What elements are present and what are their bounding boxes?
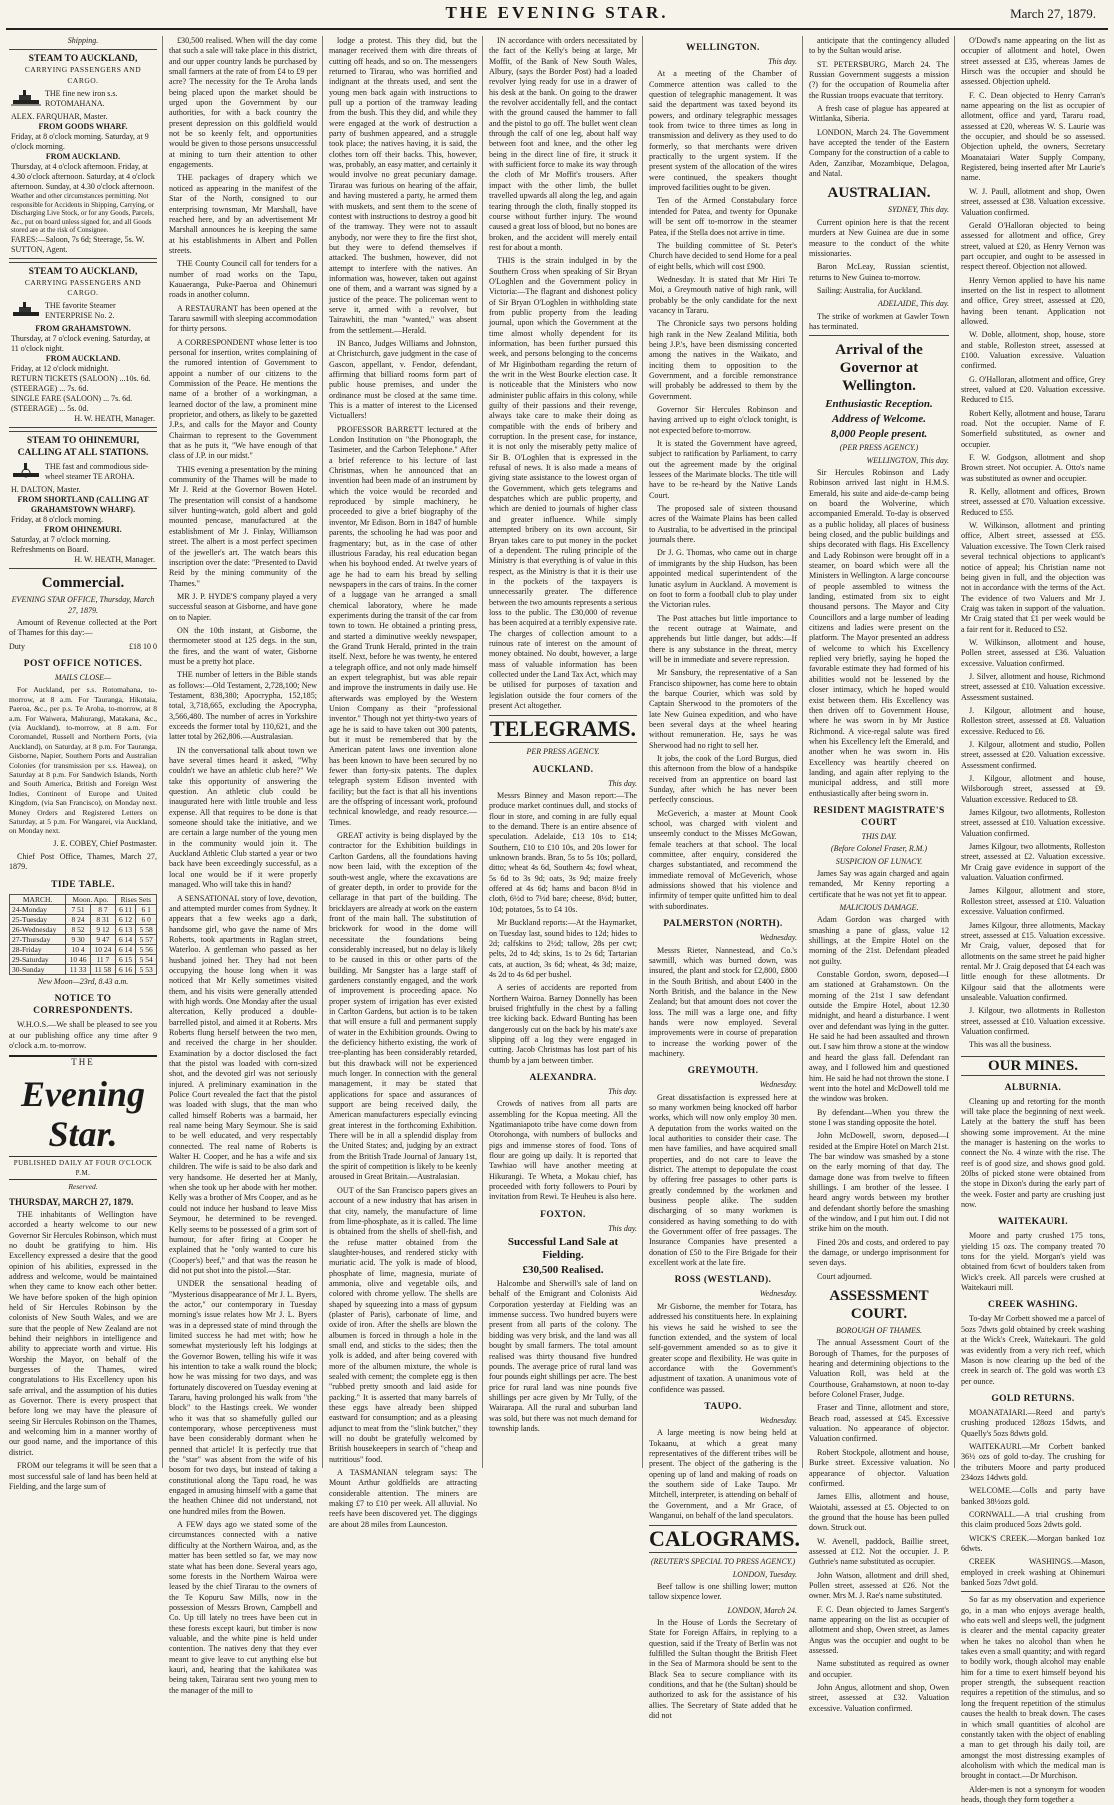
- column-rule: [954, 36, 955, 1468]
- telegram-text: Halcombe and Sherwill's sale of land on behalf of the Emigrant and Colonists Aid Corporation yesterday at Fielding was an immense success. Two hundred buyers were present from all parts of the colony. The bidding was very brisk, and the land was all bought by small farmers. The total amount realised was thirty thousand five hundred pounds. The average price of rural land was four pounds eight shillings per acre. The best price for rural land was nine pounds five shillings per acre given by Mr Tully, of the Wairarapa. All the rural and suburban land was sold, but there was not much demand for township lands.: [489, 1279, 637, 1433]
- telegram-text: The strike of workmen at Gawler Town has terminated.: [809, 311, 949, 331]
- tide-cell: 8 52: [66, 924, 91, 934]
- article-paragraph: THE packages of drapery which we noticed as appearing in the manifest of the Star of the North, consigned to our enterprising townsman, Mr Marshall, have reached here, and by an advertisement Mr Marshall announces he is keeping the same at his establishments in Albert and Pollen streets.: [169, 173, 317, 255]
- tide-cell: 5 58: [136, 924, 157, 934]
- telegram-text: The Post attaches but little importance to the recent outrage at Waimate, and apprehends but little danger, but adds:—If there is any substance in the threat, mercy will be in immediate and severe repression.: [649, 613, 797, 664]
- column-rule: [482, 36, 483, 1468]
- tide-cell: 9 30: [66, 934, 91, 944]
- ship-name: THE fine new iron s.s. ROTOMAHANA.: [45, 89, 118, 109]
- telegram-text: Ten of the Armed Constabulary force intended for Patea, and twenty for Opunake will be sent off to-morrow in the steamer Patea, if the Stella does not arrive in time.: [649, 196, 797, 237]
- gold-return: CREEK WASHINGS.—Mason, employed in creek washing at Ohinemuri banked 5ozs 7dwt gold.: [961, 1557, 1105, 1588]
- tide-row: [10, 964, 157, 974]
- assessment-entry: J. Silver, allotment and house, Richmond street, assessed at £10. Valuation excessive. Assessment sustained.: [961, 671, 1105, 702]
- dateline: Wednesday.: [759, 1415, 797, 1425]
- ad-title: STEAM TO AUCKLAND,: [28, 266, 138, 277]
- dateline: This day.: [608, 778, 637, 788]
- post-office-sub: MAILS CLOSE—: [54, 672, 112, 682]
- duty-label: Duty: [9, 641, 25, 651]
- departure-times: Friday, at 8 o'clock morning. Saturday, at 9 o'clock morning.: [11, 132, 149, 152]
- assessment-entry: Robert Stockpole, allotment and house, Burke street. Excessive valuation. No appearance of objector. Valuation confirmed.: [809, 1447, 949, 1488]
- telegram-text: Messrs Rieter, Nannestead, and Co.'s sawmill, which was burned down, was insured, the plant and stock for £2,800, £800 in the South British, and about £400 in the North British, and the balance in the New Zealand; but that amount does not cover the loss. The mill was a large one, and fifty hands were now employed. Several improvements were in course of preparation to increase the working power of the machinery.: [649, 945, 797, 1058]
- return-times: Friday, at 12 o'clock midnight.: [11, 364, 109, 374]
- issue-date: March 27, 1879.: [1010, 6, 1096, 21]
- assessment-entry: J. Kilgour, allotment and house, Wilsborough street, assessed at £9. Valuation excessive. Reduced to £8.: [961, 774, 1105, 804]
- tide-cell: 11 33: [66, 964, 91, 974]
- telegram-text: A series of accidents are reported from Northern Wairoa. Barney Donnelly has been bruised frightfully in the chest by a falling tree kicking back. Edward Bunting has been dangerously cut on the back by his mate's axe slipping off a log they were engaged in cutting. Jacob Christmas has lost part of his thumb by a jam between timber.: [489, 983, 638, 1065]
- calogram-text: LONDON, March 24. The Government have accepted the tender of the Eastern Company for the construction of a cable to Aden, Zanzibar, Mozambique, Delagoa, and Natal.: [809, 127, 949, 179]
- column-6: [804, 36, 954, 1713]
- column-4: [484, 36, 642, 1468]
- article-paragraph: IN accordance with orders necessitated by the fact of the Kelly's being at large, Mr Moffit, of the Bank of New South Wales, Albury, (says the Border Post) had a loaded revolver lying ready for use in a drawer of his desk at the bank. On going to the drawer the revolver accidentally fell, and the contact with the ground caused the hammer to fall and the pistol to go off. The bullet went clean through the calf of one leg, about half way between foot and knee, and the other leg being in the direct line of fire, it struck it with sufficient force to make its way through the cloth of Mr Moffit's trousers. After impact with the other limb, the bullet travelled upwards all along the leg, and again tearing through the cloth, finally stopped its course without further injury. The wound caused a great loss of blood, but no bones are broken, and the accident will merely entail rest for about a month.: [489, 36, 637, 252]
- ad-title: STEAM TO OHINEMURI, CALLING AT ALL STATIONS.: [17, 436, 149, 459]
- departure-times: Friday, at 8 o'clock morning.: [11, 515, 104, 525]
- tide-cell: 10 4: [66, 944, 91, 954]
- article-paragraph: A RESTAURANT has been opened at the Tararu sawmill with sleeping accommodation for thirty persons.: [169, 303, 317, 334]
- masthead-reserved: Reserved.: [68, 1182, 98, 1192]
- assessment-entry: W. Wilkinson, allotment and printing office, Albert street, assessed at £55. Valuation excessive. The Town Clerk raised several technical objections to applicant's notice of appeal; his Christian name not being given in full, and the objection was not in accordance with the terms of the Act. The evidence of two Valuers and Mr J. Craig was taken in support of the valuation. Mr Craig stated that £1 per week would be a fair rent for it. Reduced to £52.: [961, 521, 1105, 634]
- tide-cell: 29-Saturday: [10, 954, 66, 964]
- ad-subtitle: CARRYING PASSENGERS AND CARGO.: [24, 277, 142, 297]
- telegram-text: Mr Buckland reports:—At the Haymarket, on Tuesday last, sound bides to 12d; hides to 2d; calfskins to 2½d; tallow, 28s per cwt; pelts, 2d to 4d; skins, 1s to 2s 6d; Tartarian cats, at auction, 3s 6d; wheat, 4s 3d; maize, 4s 2d to 4s 6d per bushel.: [489, 918, 637, 979]
- assessment-entry: W. J. Paull, allotment and shop, Owen street, assessed at £38. Valuation excessive. Valuation confirmed.: [961, 186, 1105, 217]
- tide-cell: 6 1: [136, 904, 157, 914]
- tide-cell: 6 12: [115, 914, 136, 924]
- article-paragraph: ON the 10th instant, at Gisborne, the thermometer stood at 125 degs. in the sun, the fires, and the want of water, Gisborne must be a pretty hot place.: [169, 625, 317, 666]
- article-paragraph: Alder-men is not a synonym for wooden heads, though they form together a: [961, 1784, 1105, 1804]
- arrival-subhead: 8,000 People present.: [830, 428, 928, 441]
- ad-note: Weather and other circumstances permitting. Not responsible for Accidents in Shipping, Carrying, or Discharging Live Stock, or for any Goods, Parcels, &c., put on board unless signed for, and all Goods stored are at the risk of Consignee.: [11, 192, 155, 235]
- column-5: [644, 36, 802, 1721]
- gold-return: CORNWALL.—A trial crushing from this claim produced 5ozs 2dwts gold.: [961, 1509, 1105, 1530]
- mine-text: To-day Mr Corbett showed me a parcel of 5ozs 7dwts gold obtained by creek washing at the Wick's Creek, Waitekauri. The gold was evidently from a very rich reef, which Mason is now clearing up the bed of the creek in search of. The gold was worth £3 per ounce.: [961, 1314, 1105, 1386]
- court-sub: THIS DAY.: [861, 831, 897, 841]
- assessment-entry: J. Kilgour, allotment and house, Rolleston street, assessed at £8. Valuation excessive. Reduced to £6.: [961, 705, 1105, 736]
- ship-name: THE fast and commodious side-wheel steamer TE AROHA.: [45, 462, 149, 482]
- assessment-entry: W. Wilkinson, allotment and house, Pollen street, assessed at £36. Valuation excessive. Valuation confirmed.: [961, 637, 1105, 668]
- mine-text: Cleaning up and retorting for the month will take place the beginning of next week. Lately at the battery the stuff has been showing some improvement. At the mine the manager is hastening on the works to connect the No. 4 winze with the rise. The reef is of good size, and shows good gold. 20lbs of picked stone were obtained from the stope in Dixon's during the early part of the week. Foster and party are crushing just now.: [961, 1096, 1105, 1210]
- steamship-icon: [11, 301, 41, 319]
- tide-cell: 9 47: [90, 934, 115, 944]
- wellington-telegrams: [649, 69, 797, 912]
- telegram-text: Wednesday. It is stated that Mr Hiri Te Moi, a Greymouth native of high rank, will probably be the only candidate for the next vacancy in Tararu.: [649, 274, 797, 315]
- tide-cell: 5 53: [136, 964, 157, 974]
- calogram-text: In the House of Lords the Secretary of State for Foreign Affairs, in replying to a question, said if the Treaty of Berlin was not fulfilled the Sultan thought the British Fleet in the Sea of Marmora should be sent to the Black Sea to secure compliance with its conditions, and that he (the Sultan) should be authorized to ask for the assistance of his allies. The Secretary of State added that he did not: [649, 1618, 797, 1721]
- dateline: ADELAIDE, This day.: [877, 299, 949, 309]
- tide-cell: 5 56: [136, 944, 157, 954]
- assessment-entry: J. Kilgour, allotment and studio, Pollen street, assessed at £20. Valuation excessive. Assessment confirmed.: [961, 740, 1105, 770]
- leader-paragraph: THE inhabitants of Wellington have accorded a hearty welcome to our new Governor Sir Hercules Robinson, which must no doubt be gratifying to him. His Excellency expressed a desire that the good opinion of his abilities, expressed in the address and welcome, would be maintained when they came to know each other better. We have before spoken of the high opinion held of Sir Hercules Robinson by the colonists of New South Wales, and we are sure that the people of New Zealand are not behind their neighbors in intelligence and ability to appreciate worth and virtue. His Worship the Mayor, on behalf of the burgesses of the Thames, wired congratulations to His Excellency upon his safe arrival, and the assumption of his duties as Governor. There is every prospect that before long we may have the pleasure of seeing Sir Hercules Robinson on the Thames, and welcoming him in a manner worthy of our good name, and the importance of this district.: [9, 1209, 157, 1457]
- article-paragraph: £30,500 realised. When will the day come that such a sale will take place in this district, and our upper country lands be purchased by small farmers at the rate of from £4 to £9 per acre? The necessity for the Te Aroha lands being placed upon the market should be urged upon the Government by our authorities, for with a back country the present depression on this goldfield would not be so keenly felt, and opportunities would be given to those persons unsuccessful at mining to turn their attention to other engagements.: [169, 36, 317, 170]
- tide-cell: 24-Monday: [10, 904, 66, 914]
- tide-row: [10, 934, 157, 944]
- calograms-heading: CALOGRAMS.: [649, 1526, 800, 1552]
- ad-steam-ohinemuri: [9, 431, 157, 569]
- article-paragraph: OUT of the San Francisco papers gives an account of a new industry that has arisen in that city, namely, the manufacture of lime from lime-phosphate, as it is called. The lime is obtained from the shells of shell-fish, and the refuse matter obtained from the slaughter-houses, and rendered sticky with muriatic acid. The yolk is made of blood, phosphate of lime, magnesia, muriate of ammonia, olive and vegetable oils, and colored with chrome yellow. The shells are shaped by squeezing into a mass of gypsum (plaster of Paris), carbonate of lime, and oxide of iron. After the shells are blown the albumen is forced in through a hole in the small end, and sticks to the sides; then the yolk is added, and after being covered with more of the albumen mixture, the whole is sealed with cement; the complete egg is then "rubbed pretty smooth and laid aside for packing." It is asserted that many barrels of these eggs have already been shipped eastward for consumption; and as a pleasing adjunct to meat from the "slink butcher," they will no doubt be gratefully welcomed by British housekeepers in search of "cheap and nutritious" food.: [329, 1185, 477, 1464]
- ship-name: THE favorite Steamer ENTERPRISE No. 2.: [45, 301, 116, 321]
- article-paragraph: IN Banco, Judges Williams and Johnston, at Christchurch, gave judgment in the case of Gascon, appellant, v. Fendor, defendant, affirming that billiard rooms form part of public house premises, and under the ordinance must be closed at the same time. This is a matter of interest to the Licensed Victuallers!: [329, 338, 477, 421]
- article-paragraph: THIS evening a presentation by the mining community of the Thames will be made to Mr J. Reid at the Governor Bowen Hotel. The presentation will consist of a handsome silver hunting-watch, gold albert and gold mounted pencase, manufactured at the establishment of Mr J. Finlay, Williamson street. The albert is a most perfect specimen of the jeweller's art. The watch bears this inscription over the date: "Presented to David Reid by the mining community of the Thames.": [169, 464, 317, 588]
- column-2: [164, 36, 322, 1695]
- telegram-text: Mr Gisborne, the member for Totara, has addressed his constituents here. In explaining his views he said he wished to see the function extended, and the system of local self-government amended so as to give it greater scope and flexibility. He was quite in accordance with the Government's adjustment of taxation. A unanimous vote of confidence was passed.: [649, 1301, 797, 1394]
- moon-phase: New Moon—23rd, 8.43 a.m.: [37, 976, 129, 986]
- dateline: Wednesday.: [759, 933, 797, 943]
- telegram-text: Crowds of natives from all parts are assembling for the Kopua meeting. All the Ngatimaniapoto tribe have come down from Otorohonga, with numbers of bullocks and pigs and immense stores of food. Tons of flour are going up daily. It is reported that Tawhiao will have another meeting at Hikurangi. Te Wheta, a Mokau chief, has proceeded with forty followers to Pouri by invitation from Rewi. Te Heuheu is also here.: [489, 1099, 637, 1202]
- article-paragraph: A CORRESPONDENT whose letter is too personal for insertion, writes complaining of the rumored intention of Government to appoint a number of our citizens to the Commission of the Peace. He mentions the name of a brother of a workingman, a learned doctor of the law, a prominent mine proprietor, and others, as likely to be gazetted J.P.s, and calls for the Mayor and County Chairman to represent to the Government that as he puts it, "We have enough of that class of J.P. in our midst.": [169, 337, 317, 461]
- tide-row: [10, 904, 157, 914]
- arrival-agency: (PER PRESS AGENCY.): [839, 443, 919, 453]
- assessment-entry: The annual Assessment Court of the Borough of Thames, for the purposes of hearing and determining objections to the Valuation Roll, was held at the Courthouse, Grahamstown, at noon to-day before Colonel Fraser, Judge.: [809, 1338, 949, 1400]
- dateline: This day.: [608, 1223, 637, 1233]
- assessment-entry: James Kilgour, two allotments, Rolleston street, assessed at £10. Valuation excessive. Valuation confirmed.: [961, 808, 1105, 838]
- assessment-entry: John Watson, allotment and drill shed, Pollen street, assessed at £26. Not the owner. Mrs M. J. Rae's name substituted.: [809, 1570, 949, 1601]
- masthead-date: THURSDAY, MARCH 27, 1879.: [9, 1196, 134, 1207]
- tide-cell: 10 46: [66, 954, 91, 964]
- tide-table-heading: TIDE TABLE.: [51, 879, 115, 890]
- commercial-text: Amount of Revenue collected at the Port of Thames for this day:—: [9, 617, 157, 638]
- tide-cell: 26-Wednesday: [10, 924, 66, 934]
- telegram-text: Messrs Binney and Mason report:—The produce market continues dull, and stocks of flour in store, and coming in are fully equal to the demand. There is an entire absence of speculation. Adelaide, £13 10s to £14; Southern, £10 to £10 10s, and 20s lower for unknown brands. Bran, 5s to 5s 10s; pollard, ditto; wheat 4s 6d, Southern 4s; fowl wheat, 5s 6d to 3s 9d; oats, 3s 9d; maize freely offered at 4s 6d; hams and bacon 8½d in cloth, 6½d to 7½d bare; cheese, 8½d; butter, 10d; potatoes, 5s to £4 10s.: [489, 791, 637, 914]
- single-fares: SINGLE FARE (SALOON) ... 7s. 6d. (STEERAGE) ... 5s. 0d.: [11, 394, 133, 414]
- telegram-text: Great dissatisfaction is expressed here at so many workmen being knocked off harbor works, which will now only employ 30 men. A deputation from the works waited on the local authorities to consider their case. The men have families, and have acquired small properties, and do not care to leave the district. The attempt to depopulate the coast by offering free passages to other parts is greatly condemned by the workmen and business people alike. The sudden discharging of so many workmen is considered as having something to do with the Government offer of free passages. The Insurance Companies have presented a donation of £50 to the Fire Brigade for their excellent work at the late fire.: [649, 1092, 797, 1268]
- article-paragraph: UNDER the sensational heading of "Mysterious disappearance of Mr J. L. Byers, the actor," our contemporary in Tuesday morning's issue relates how Mr J. L. Byers was in a depressed state of mind through the limited success he had met with; how he somewhat mysteriously left his lodgings at the Governor Bowen, telling his wife it was his intention to take a walk round the block; how he was missing for two days, and was fortunately discovered on Tuesday evening at Tararu, having prolonged his walk from "the block" to the Hastings creek. We wonder who it was that so shamefully gulled our contemporary, whose perceptiveness must have been considerably dormant when he penned that article! It is perfectly true that the "star" was absent from the wife of his bosom for two days, but instead of taking a constitutional along the Tapu road, he was engaged in amusing himself with a game that the heathen Chinee did not understand, not one hundred miles from the Bowen.: [169, 1279, 317, 1516]
- tide-cell: 8 31: [90, 914, 115, 924]
- mine-text: Moore and party crushed 175 tons, yielding 15 ozs. The company treated 70 tons for the yield. Morgan's yield was obtained from 6cwt of boulders taken from Wick's creek. All parcels were crushed at Waitekauri mill.: [961, 1231, 1105, 1293]
- assessment-entry: W. Doble, allotment, shop, house, store and stable, Rolleston street, assessed at £100. Valuation excessive. Valuation confirmed.: [961, 330, 1105, 371]
- commercial-heading: Commercial.: [41, 575, 125, 592]
- assessment-entry: James Kilgour, allotment and store, Rolleston street, assessed at £10. Valuation excessive. Valuation confirmed.: [961, 886, 1105, 917]
- article-paragraph: A FEW days ago we stated some of the circumstances connected with a native difficulty at the Northern Wairoa, and, as the matter has been settled so far, we may now state what has been done. Several years ago, some forests in the Northern Wairoa were leased by the chief Tirarau to the owners of the Te Kopuru Saw Mills, now in the possession of Messrs Brown, Campbell and Co. Up till lately no trees have been cut in these forests except kauri, but timber is now valuable, and the white pine is held under contention. The natives deny that they ever meant to give leave to cut anything else but kauri, and, hearing that the kahikatea was being taken, Tairarau sent two young men to the manager of the mill to: [169, 1520, 317, 1695]
- dateline: LONDON, Tuesday.: [732, 1569, 797, 1579]
- ship-master: ALEX. FARQUHAR, Master.: [11, 112, 108, 122]
- running-title: THE EVENING STAR.: [445, 3, 669, 22]
- tide-cell: 6 14: [115, 944, 136, 954]
- dateline-place: TAUPO.: [704, 1401, 742, 1412]
- tide-column-header: MARCH.: [10, 894, 66, 904]
- arrival-subhead: Enthusiastic Reception.: [825, 398, 933, 411]
- case-text: Fined 20s and costs, and ordered to pay the damage, or undergo imprisonment for seven days.: [809, 1237, 949, 1268]
- assessment-entry: Robert Kelly, allotment and house, Tararu road. Not the occupier. Name of F. Somerfield substituted, as owner and occupier.: [961, 408, 1105, 449]
- telegram-text: At a meeting of the Chamber of Commerce attention was called to the question of telegraphic management. It was said the department was taxed beyond its powers, and ordinary telegraphic messages took from twice to three times as long in transmission and delivery as they used to do formerly, so that merchants were driven practically to the urgent system. If the present system of the allocation of the wires were continued, the speakers thought improved facilities ought to be given.: [649, 69, 797, 193]
- land-sale-amount: £30,500 Realised.: [522, 1264, 604, 1277]
- gold-return: WELCOME.—Colls and party have banked 38½ozs gold.: [961, 1486, 1105, 1506]
- assessment-entry: John Angus, allotment and shop, Owen street, assessed at £32. Valuation excessive. Valuation confirmed.: [809, 1683, 949, 1713]
- article-paragraph: THE number of letters in the Bible stands as follows:—Old Testament, 2,728,100; New Testament, 838,380; Apocrypha, 152,185; total, 3,718,665, excluding the Apocrypha, 3,566,480. The number of acres in Yorkshire exceeds the former total by 110,621, and the latter total by 262,806.—Australasian.: [169, 670, 317, 742]
- assessment-entry: James Kilgour, two allotments, Rolleston street, assessed at £2. Valuation excessive. Mr Craig gave evidence in support of the valuation. Valuation confirmed.: [961, 842, 1105, 883]
- correspondents-text: W.H.O.S.—We shall be pleased to see you at our publishing office any time after 9 o'clock a.m. to-morrow.: [9, 1020, 157, 1050]
- telegram-text: McGeverich, a master at Mount Cook school, was charged with violent and unseemly conduct to the Misses McGowan, female teachers at that school. The local committee, after enquiry, considered the charges substantiated, and recommend the immediate removal of McGeverich, whose admissions showed that his violence and infirmity of temper quite unfitted him to deal with subordinates.: [649, 808, 797, 911]
- tide-cell: 30-Sunday: [10, 964, 66, 974]
- gold-return: WAITEKAURI.—Mr Corbett banked 36½ ozs of gold to-day. The crushing for the tributers Moore and party produced 234ozs 14dwts gold.: [961, 1441, 1105, 1482]
- article-paragraph: A SENSATIONAL story of love, devotion, and attempted murder comes from Sydney. It appears that a few weeks ago a dark, handsome girl, who gave the name of Mrs Roberts, took apartments in Raglan street, Waterloo. A gentleman who passed as her husband joined her. They had not been occupying the house long when it was noticed that Mr Kelly sometimes visited them, and his visits were generally attended with high words. One Monday after the usual altercation, Kelly produced a double-barrelled pistol, and aimed it at Roberts. Mrs Roberts flung herself between the two men, and received the charge in her shoulder. Examination by a doctor disclosed the fact that the pistol was loaded with corn-sized shot, and the devoted girl was not seriously injured. A preliminary examination in the Police Court revealed the fact that the pistol was loaded with slugs, that the man who called himself Roberts was a barmaid, her real name being Mary Seymour. She is said to be well educated, and very respectably connected. The real name of Roberts is Walter H. Cooper, and he has a wife and six children. The wife is said to be also dark and very handsome. He deserted her at Manly, when she took up her abode with her mother. Kelly was a brother of Mrs Cooper, and as he could not induce her husband to leave Miss Seymour, he determined to be revenged. Kelly seems to be possessed of a grim sort of humour, for after firing at Cooper he explained that he "only wanted to cure his (Cooper's) beef," and that was the reason he did not put shot into the pistol.—Star.: [169, 893, 317, 1275]
- gold-return: WICK'S CREEK.—Morgan banked 1oz 6dwts.: [961, 1533, 1105, 1553]
- tide-column-header: Moon. Apo.: [66, 894, 116, 904]
- duty-row: [9, 642, 157, 652]
- tide-cell: 8 7: [90, 904, 115, 914]
- tide-table: [9, 894, 157, 975]
- column-rule: [162, 36, 163, 1468]
- article-paragraph: A TASMANIAN telegram says: The Mount Arthur goldfields are attracting considerable attention. The miners are making £7 to £10 per week. All alluvial. No reefs have been discovered yet. The diggings are about 28 miles from Launceston.: [329, 1468, 477, 1529]
- telegram-text: A large meeting is now being held at Tokaanu, at which a great many representatives of the different tribes will be present. The object of the gathering is the opening up of land and making of roads on the southern side of Lake Taupo. Mr Mitchell, interpreter, is attending on behalf of the Government, and a Mr Grace, of Wanganui, on behalf of the land speculators.: [649, 1428, 797, 1520]
- return-label: FROM AUCKLAND.: [45, 152, 121, 162]
- ad-agent: H. W. HEATH, Manager.: [74, 414, 155, 424]
- tide-cell: 6 11: [115, 904, 136, 914]
- article-paragraph: lodge a protest. This they did, but the manager received them with dire threats of cutting off heads, and so on. The messengers returned to Tirarau, who was horrified and indignant at the threats used, and sent the young men back again with instructions to pull up a portion of the tramway leading from the bush. This they did, and while they were engaged at the work of destruction a party of bushmen appeared, and a struggle took place; the natives having, it is said, the clothes torn off their backs. This, however, was, probably, an easy matter, and certainly it would involve no great pecuniary damage. Tirarau was furious on hearing of the affair, and having mustered a party, he armed them with muskets, and sent them to the scene of contest with instructions to destroy a good bit of the tramway. They were not to assault anybody, nor were they to fire the first shot, but they were to defend themselves if attacked. The bushmen, however, did not attempt to interfere with the natives. An information was, however, taken out against one of them, and a warrant was signed by a justice of the peace. The policeman went to serve it, armed with a revolver, but Tairawhiti, the man "wanted," was absent from the settlement.—Herald.: [329, 36, 477, 335]
- tide-row: [10, 954, 157, 964]
- dateline: WELLINGTON, This day.: [866, 455, 949, 465]
- calograms-continued: [809, 36, 949, 179]
- tide-cell: 5 54: [136, 954, 157, 964]
- column-rule: [642, 36, 643, 1468]
- assessment-entry: F. C. Dean objected to James Sargent's name appearing on the list as occupier of allotment and shop, Owen street, as James Angus was the occupier and ought to be assessed.: [809, 1604, 949, 1655]
- tide-cell: 11 7: [90, 954, 115, 964]
- article-paragraph: THIS is the strain indulged in by the Southern Cross when speaking of Sir Bryan O'Loghlen and the Government policy in Victoria:—The flagrant and dishonest policy of Sir Bryan O'Loghlen in withholding state from public property from the leading journal, upon which the Government at the time almost wholly dependent for its information, has been further pursued this week, and persons belonging to the concerns of Mr Higinbotham regarding the return of the writ in the West Bourke election case. It is noticeable that the Ministers who now administer public affairs in this colony, while guilty of their passions and their revenge, always take care to make their doing as compatible with the ends of bribery and corruption. In the present case, for instance, it is not only the miserably petty malice of Sir B. O'Loghlen that is expressed in the refusal of news. It is also made a means of giving state assistance to the lowest organ of the Government, which gets telegrams and despatches which are public property, and which are denied to journals of higher class and greater influence. While simply attempted bribery on its own account, Sir Bryan takes care to put money in the pocket of a dependent. The ruling principle of the Ministry is that everything is of value in this respect, as the Ministry is that it is their use in the pockets of the taxpayers is unnecessarily greater. The difference between the two amounts represents a serious loss to the public. The £30,000 of revenue has been acquired at a terribly expensive rate. The charges of collection amount to a ruinous rate of interest on the amount of money obtained. No doubt, however, a large mass of valuable information has been collected under the Land Tax Act, which may be utilised for purposes of taxation and legislation outside the four corners of the present Act altogether.: [489, 256, 637, 710]
- ad-fares: FARES:—Saloon, 7s 6d; Steerage, 5s. W. SUTTON, Agent.: [11, 234, 145, 254]
- article-paragraph: MR J. P. HYDE'S company played a very successful season at Gisborne, and have gone on to Napier.: [169, 591, 317, 622]
- telegram-text: It jobs, the cook of the Lord Burgus, died this afternoon from the blow of a handspike received from an apprentice on board last Sunday, after which he has never been perfectly conscious.: [649, 754, 797, 805]
- dateline-place: WELLINGTON.: [686, 43, 760, 53]
- tide-cell: 6 15: [115, 954, 136, 964]
- dateline: LONDON, March 24.: [727, 1605, 797, 1615]
- departure-label: FROM GRAHAMSTOWN.: [35, 324, 131, 334]
- dateline-place: AUCKLAND.: [532, 764, 594, 775]
- paddle-steamer-icon: [11, 462, 41, 480]
- tide-cell: 6 0: [136, 914, 157, 924]
- post-office-heading: POST OFFICE NOTICES.: [23, 658, 143, 669]
- mine-heading: WAITEKAURI.: [997, 1217, 1069, 1228]
- tide-cell: 8 24: [66, 914, 91, 924]
- assessment-entry: Henry Vernon applied to have his name inserted on the list in respect to allotment and office, Grey street, assessed at £20, having been tenant. Application not allowed.: [961, 275, 1105, 326]
- column-3: [324, 36, 482, 1529]
- arrival-subhead: Address of Welcome.: [832, 413, 926, 426]
- land-sale-heading: Successful Land Sale at Fielding.: [507, 1236, 619, 1262]
- dateline: This day.: [608, 1086, 637, 1096]
- departure-label: FROM GOODS WHARF.: [38, 122, 128, 132]
- assessment-entry: James Ellis, allotment and house, Waiotahi, assessed at £5. Objected to on the ground that the house has been pulled down. Struck out.: [809, 1492, 949, 1533]
- assessment-sub: BOROUGH OF THAMES.: [836, 1326, 922, 1336]
- case-text: Constable Gordon, sworn, deposed—I am stationed at Grahamstown. On the morning of the 21st I saw defendant outside the Empire Hotel, about 12.30 midnight, and heard a disturbance. I went over and defendant was lying in the gutter. He said he had been assaulted and thrown out. I saw him throw a stone at the window and heard the glass fall. Defendant ran away, and I followed him and questioned him. He said he had not thrown the stone. I went into the hotel and McDowell told me the window was broken.: [809, 970, 949, 1104]
- assessment-entry: Gerald O'Halloran objected to being assessed for allotment and office, Grey street, valued at £20, as Henry Vernon was part occupier, and ought to be assessed in respect thereof. Objection not allowed.: [961, 220, 1105, 272]
- gold-returns-heading: GOLD RETURNS.: [991, 1393, 1075, 1404]
- ad-steam-auckland-enterprise: [9, 262, 157, 429]
- dateline: SYDNEY, This day.: [887, 205, 949, 215]
- australian-heading: AUSTRALIAN.: [827, 185, 931, 202]
- case-text: James Say was again charged and again remanded, Mr Kenny reporting a certificate that he was not yet fit to appear.: [809, 868, 949, 899]
- assessment-entry: Fraser and Tinne, allotment and store, Beach road, assessed at £45. Excessive valuation. No appearance of objector. Valuation confirmed.: [809, 1403, 949, 1444]
- dateline-place: FOXTON.: [540, 1209, 586, 1220]
- case-heading: SUSPICION OF LUNACY.: [835, 856, 923, 866]
- correspondents-heading: NOTICE TO CORRESPONDENTS.: [33, 994, 133, 1017]
- assessment-continued: [961, 36, 1105, 1051]
- case-text: John McDowell, sworn, deposed—I resided at the Empire Hotel on March 21st. The bar window was smashed by a stone on the early morning of that day. The damage done was from twelve to fifteen shillings. I am brother of the lessee. I heard angry words between my brother and defendant shortly before the smashing of the window, and I put him out. I did not strike him on the mouth.: [809, 1131, 949, 1234]
- assessment-entry: J. Kilgour, two allotments in Rolleston street, assessed at £10. Valuation excessive. Valuation confirmed.: [961, 1006, 1105, 1036]
- assessment-heading: ASSESSMENT COURT.: [829, 1288, 929, 1323]
- assessment-entry: W. Avenell, paddock, Baillie street, assessed at £12. Not the occupier. J. P. Guthrie's name substituted as occupier.: [809, 1536, 949, 1567]
- telegram-text: The building committee of St. Peter's Church have decided to send Home for a peal of eight bells, which will cost £900.: [649, 240, 797, 271]
- tide-column-header: Rises Sets: [115, 894, 156, 904]
- tide-cell: 11 58: [90, 964, 115, 974]
- article-paragraph: So far as my observation and experience go, in a man who enjoys average health, who eats well and sleeps well, the judgment is clearer and the mental capacity greater when he takes no alcohol than when he takes even a small quantity; and with regard to bodily work, though alcohol may enable him for a time to exert himself beyond his proper strength, the subsequent reaction requires a repetition of the stimulus, and so long the frequent repetition of the stimulus causes the health to break down. The cases in which small quantities of alcohol are constantly taken with the object of enabling a man to get through his daily toil, are amongst the most distressing examples of alcoholism with which the medical man is brought in contact.—Dr Murchison.: [961, 1595, 1105, 1781]
- commercial-office: EVENING STAR OFFICE, Thursday, March 27, 1879.: [11, 595, 155, 615]
- telegrams-heading: TELEGRAMS.: [489, 716, 637, 742]
- tide-row: [10, 944, 157, 954]
- return-times: Saturday, at 7 o'clock morning.: [11, 535, 111, 545]
- case-heading: MALICIOUS DAMAGE.: [839, 903, 919, 912]
- tide-cell: 10 24: [90, 944, 115, 954]
- duty-value: £18 10 0: [129, 641, 157, 651]
- dateline-place: GREYMOUTH.: [687, 1066, 759, 1077]
- telegram-text: Baron McLeay, Russian scientist, returns to New Guinea to-morrow.: [809, 262, 949, 282]
- ad-title: STEAM TO AUCKLAND,: [28, 54, 138, 65]
- court-sub: (Before Colonel Fraser, R.M.): [830, 844, 928, 854]
- dateline-place: PALMERSTON (NORTH).: [663, 919, 783, 930]
- article-paragraph: PROFESSOR BARRETT lectured at the London Institution on "the Phonograph, the Tasimeter, and the Carbon Telephone." After a brief reference to his lecture of last Christmas, when he announced that an invention had been made of an instrument by which the voice would be recorded and reproduced by simple machinery, he proceeded to give a brief biography of the inventor, Mr Edison. Born in 1847 of humble parents, the schooling he had was poor and fragmentary; but, as in the case of other illustrious Faraday, his real education began when his boyhood ended. At twelve years of age he had to earn his bread by selling newspapers in the cars of trains. In the corner of a luggage van he arranged a small chemical laboratory, where he made experiments during the transit of the car from town to town. He obtained a printing press, and started a diminutive weekly newspaper, the Grand Trunk Herald, printed in the train itself. Next, before he was twenty, he entered a telegraph office, and not only made himself an expert telegraphist, but was able repair and improve the instruments in daily use. He afterwards was employed by the Western Union Company as their "professional inventor." Though not yet thirty-two years of age he is said to have taken out 300 patents, but it must be remembered that by the American patent laws one invention alone has been known to have been secured by no fewer than forty-six patents. The duplex telegraph system Edison invented with facility; but the fact is that all his inventions are the offspring of incessant work, profound technical knowledge, and ready resource.—Times.: [329, 424, 477, 827]
- column-rule: [322, 36, 323, 1468]
- shipping-label: Shipping.: [67, 36, 99, 45]
- arrival-text: Sir Hercules Robinson and Lady Robinson arrived last night in H.M.S. Emerald, his suite and aide-de-camp being on board the Wolverine, which accompanied Emerald. To-day is observed as a public holiday, all places of business being closed, and the public buildings and ships decorated with flags. His Excellency and Lady Robinson were brought off in a steamer, on board which were all the Ministers in Wellington. A large concourse of people assembled to witness the landing, estimated from six to eight thousand persons. The Mayor and City Councillors and a large number of leading citizens and ladies were present on the platform. The Mayor presented an address of welcome to which his Excellency replied very briefly, saying he hoped the favorable estimate they had formed of his abilities would not be lessened by the closer intimacy, which he hoped would exist between them. His Excellency was then driven off to Government House, where he was sworn in by Mr Justice Richmond. A vice-regal salute was fired when his Excellency left the Emerald, and another when he was sworn in. His Excellency was heartily cheered on landing, and again after replying to the municipal address, and still more enthusiastically after being sworn in.: [809, 467, 949, 798]
- dateline: Wednesday.: [759, 1289, 797, 1299]
- leader-paragraph: FROM our telegrams it will be seen that a most successful sale of land has been held at Fielding, and the large sum of: [9, 1461, 157, 1491]
- assessment-entry: R. Kelly, allotment and offices, Brown street, assessed at £70. Valuation excessive. Reduced to £55.: [961, 487, 1105, 517]
- calogram-text: anticipate that the contingency alluded to by the Sultan would arise.: [809, 36, 949, 56]
- column-1: [4, 36, 162, 1491]
- ad-steam-auckland-rotomahana: [9, 49, 157, 258]
- telegram-text: Sailing: Australia, for Auckland.: [817, 285, 922, 295]
- calograms-sub: (REUTER'S SPECIAL TO PRESS AGENCY.): [650, 1557, 796, 1567]
- telegram-text: Mr Sansbury, the representative of a San Francisco shipowner, has come here to obtain the barque Courier, which was sold by Captain Sherwood to the promoters of the late New Guinea expedition, and who have been several days at the wheel hearing without remuneration. He, says he was Sherwood had no right to sell her.: [649, 668, 797, 750]
- telegram-text: The Chronicle says two persons holding high rank in the New Zealand Militia, both being J.P.'s, have been dismissing concerted among the natives in the Waikato, and inciting them to opposition to the Government, and a forcible remonstrance will probably be addressed to them by the Government.: [649, 319, 797, 401]
- ad-subtitle: CARRYING PASSENGERS AND CARGO.: [24, 65, 142, 85]
- masthead-title: Evening Star.: [20, 1073, 145, 1154]
- running-header: [6, 0, 1108, 30]
- telegram-text: It is stated the Government have agreed, subject to ratification by Parliament, to carry out the agreement made by the original lessees of the Marimate blocks. The title will have to be re-heard by the Native Lands Court.: [649, 439, 797, 500]
- assessment-text: [809, 1338, 949, 1714]
- assessment-entry: This was all the business.: [969, 1040, 1052, 1050]
- tide-cell: 6 14: [115, 934, 136, 944]
- mine-heading: CREEK WASHING.: [988, 1300, 1078, 1311]
- post-office-footer: Chief Post Office, Thames, March 27, 1879.: [9, 852, 157, 872]
- return-label: FROM OHINEMURI.: [44, 525, 122, 535]
- case-text: By defendant—When you threw the stone I was standing opposite the hotel.: [809, 1107, 949, 1127]
- mine-heading: ALBURNIA.: [1004, 1082, 1062, 1093]
- tide-cell: 25-Tuesday: [10, 914, 66, 924]
- tide-cell: 5 57: [136, 934, 157, 944]
- assessment-entry: F. C. Dean objected to Henry Carran's name appearing on the list as occupier of allotment, office and yard, Tararu road, assessed at £20, whereas W. S. Laurie was the occupier, and should be so assessed. Objection upheld, the owners, Secretary Moanataiari Water Supply Company, Registered, being inserted after Mr Laurie's name.: [961, 90, 1105, 183]
- departure-label: FROM SHORTLAND (CALLING AT GRAHAMSTOWN WHARF).: [17, 495, 149, 515]
- assessment-entry: F. W. Godgson, allotment and shop Brown street. Not occupier. A. Otto's name was substituted as owner and occupier.: [961, 453, 1105, 483]
- telegrams-agency: PER PRESS AGENCY.: [526, 747, 600, 757]
- mines-heading: OUR MINES.: [961, 1056, 1105, 1076]
- case-text: Court adjourned.: [817, 1271, 872, 1281]
- tide-cell: 6 16: [115, 964, 136, 974]
- post-office-text: For Auckland, per s.s. Rotomahana, to-morrow, at 8 a.m. For Tauranga, Hikutaia, Paeroa, &c., per p.s. Te Aroha, to-morrow, at 8 a.m. For Waiwera, Mahurangi, Matakana, &c., (via Auckland), to-morrow, at 8 a.m. For Coromandel, Russell and Northern Ports, (via Auckland), on Saturday, at 8 p.m. For Tauranga, Gisborne, Napier, Southern Ports and Australian Colonies (for transmission per s.s. Hawea), on Saturday at 8 p.m. For Sandwich Islands, North and South America, British and Foreign West Indies, Continent of Europe and United Kingdom, (via San Francisco), on Monday next. Money Orders and Registered Letters on Saturday, at 5 p.m. For Wangarei, via Auckland, on Monday next.: [9, 685, 157, 836]
- calogram-text: A fresh case of plague has appeared at Wittlanka, Siberia.: [809, 104, 949, 124]
- assessment-entry: Name substituted as required as owner and occupier.: [809, 1659, 949, 1679]
- tide-cell: 28-Friday: [10, 944, 66, 954]
- assessment-entry: O'Dowd's name appearing on the list as occupier of allotment and hotel, Owen street assessed at £35, whereas James de Hirsch was the occupier and should be assessed. Objection upheld.: [961, 36, 1105, 87]
- return-times: Thursday, at 4 o'clock afternoon. Friday, at 4.30 o'clock afternoon. Saturday, at 4 o'clock afternoon. Sunday, at 4.30 o'clock afternoon.: [11, 162, 155, 192]
- tide-cell: 9 12: [90, 924, 115, 934]
- return-fares: RETURN TICKETS (SALOON) ...10s. 6d. (STEERAGE) ... 7s. 6d.: [11, 374, 151, 394]
- tide-row: [10, 914, 157, 924]
- column-7: [956, 36, 1110, 1804]
- steamship-icon: [11, 89, 41, 107]
- dateline: This day.: [768, 57, 797, 66]
- telegram-text: Dr J. G. Thomas, who came out in charge of immigrants by the ship Hudson, has been appointed medical superintendent of the lunatic asylum in Auckland. A movement is on foot to form a football club to play under the Victorian rules.: [649, 548, 797, 610]
- case-text: Adam Gordon was charged with smashing a pane of glass, value 12 shillings, at the Empire Hotel on the morning of the 21st. Defendant pleaded not guilty.: [809, 915, 949, 966]
- telegram-text: The proposed sale of sixteen thousand acres of the Waimate Plains has been called to Australia, to be advertised in the principal journals there.: [649, 504, 797, 545]
- ad-refreshments: Refreshments on Board.: [11, 545, 89, 555]
- dateline-place: ROSS (WESTLAND).: [674, 1275, 772, 1286]
- article-paragraph: GREAT activity is being displayed by the contractor for the Exhibition buildings in Carlton Gardens, all the foundations having now been laid, with the exception of the south-west angle, where the excavations are of greater depth, in order to provide for the cellarage in that part of the building. The bricklayers are already at work on the eastern front of the main hall. The substitution of brickwork for wood in the dome will necessitate the foundations being considerably increased, but no delay is likely to be caused in this or other parts of the building. Mr Sangster has a large staff of gardeners constantly engaged, and the work of improvement is proceeding apace. No proper system of irrigation has ever existed in Carlton Gardens, but action is to be taken that will ensure a full and permanent supply of water in the Exhibition grounds. Owing to the deficiency hitherto existing, the work of tree-planting has been considerably retarded, but this drawback will not be experienced much longer. In connection with the general management, it may be stated that applications for space and assurances of support are being received daily, the American manufacturers especially evincing great interest in the forthcoming Exhibition. There will be in all a splendid display from the United States; and, judging by an extract from the British Trade Journal of January 1st, the spirit of competition is likely to be keenly aroused in Great Britain.—Australasian.: [329, 831, 477, 1182]
- assessment-entry: G. O'Halloran, allotment and office, Grey street, valued at £20. Valuation excessive. Reduced to £15.: [961, 374, 1105, 405]
- court-heading: RESIDENT MAGISTRATE'S COURT: [813, 805, 945, 828]
- masthead-pre: THE: [71, 1057, 95, 1068]
- tide-cell: 7 51: [66, 904, 91, 914]
- article-paragraph: IN the conversational talk about town we have several times heard it asked, "Why couldn't we have an athletic club here?" We take this opportunity of answering the question. An athletic club could be inaugurated here with little trouble and less expense. All that requires to be done is that someone should take the initiative, and we are certain a large number of the young men in the community would join it. The Auckland Athletic Club started a year or two back have been exceedingly successful, as a local one would be if it were properly managed. Who will take this in hand?: [169, 745, 317, 890]
- gold-return: MOANATAIARI.—Reed and party's crushing produced 128ozs 15dwts, and Quaelly's 5ozs 8dwts gold.: [961, 1407, 1105, 1438]
- ad-agent: H. W. HEATH, Manager.: [74, 555, 155, 565]
- arrival-heading: Arrival of the Governor at Wellington.: [835, 342, 923, 395]
- tide-cell: 27-Thursday: [10, 934, 66, 944]
- ship-master: H. DALTON, Master.: [11, 485, 81, 495]
- assessment-entry: James Kilgour, three allotments, Mackay street, assessed at £15. Valuation excessive. Mr Craig, valuer, deposed that for allotments on the same street he paid higher rental. Mr J. Craig deposed that £4 each was little enough for these allotments. Dr Kilgour said that the allotments were unsaleable. Valuation confirmed.: [961, 920, 1105, 1002]
- calogram-text: Beef tallow is one shilling lower; mutton tallow sixpence lower.: [649, 1582, 797, 1602]
- departure-times: Thursday, at 7 o'clock evening. Saturday, at 11 o'clock night.: [11, 334, 151, 354]
- post-office-sign: J. E. COBEY, Chief Postmaster.: [53, 838, 157, 848]
- return-label: FROM AUCKLAND.: [45, 354, 121, 364]
- dateline-place: ALEXANDRA.: [529, 1072, 597, 1083]
- telegram-text: Governor Sir Hercules Robinson and having arrived up to eight o'clock tonight, is not expected before to-morrow.: [649, 405, 797, 435]
- article-paragraph: THE County Council call for tenders for a number of road works on the Tapu, Kauaeranga, Puke-Paeroa and Ohinemuri roads in another column.: [169, 259, 317, 300]
- telegram-text: Current opinion here is that the recent murders at New Guinea are due in some measure to the conduct of the white missionaries.: [809, 217, 949, 258]
- tide-row: [10, 924, 157, 934]
- tide-cell: 6 13: [115, 924, 136, 934]
- column-rule: [802, 36, 803, 1468]
- calogram-text: ST. PETERSBURG, March 24. The Russian Government suggests a mission (?) for the occupation of Roumelia after the Russian troops evacuate that territory.: [809, 59, 949, 100]
- masthead-subtitle: PUBLISHED DAILY AT FOUR O'CLOCK P.M.: [9, 1156, 157, 1181]
- dateline: Wednesday.: [759, 1080, 797, 1090]
